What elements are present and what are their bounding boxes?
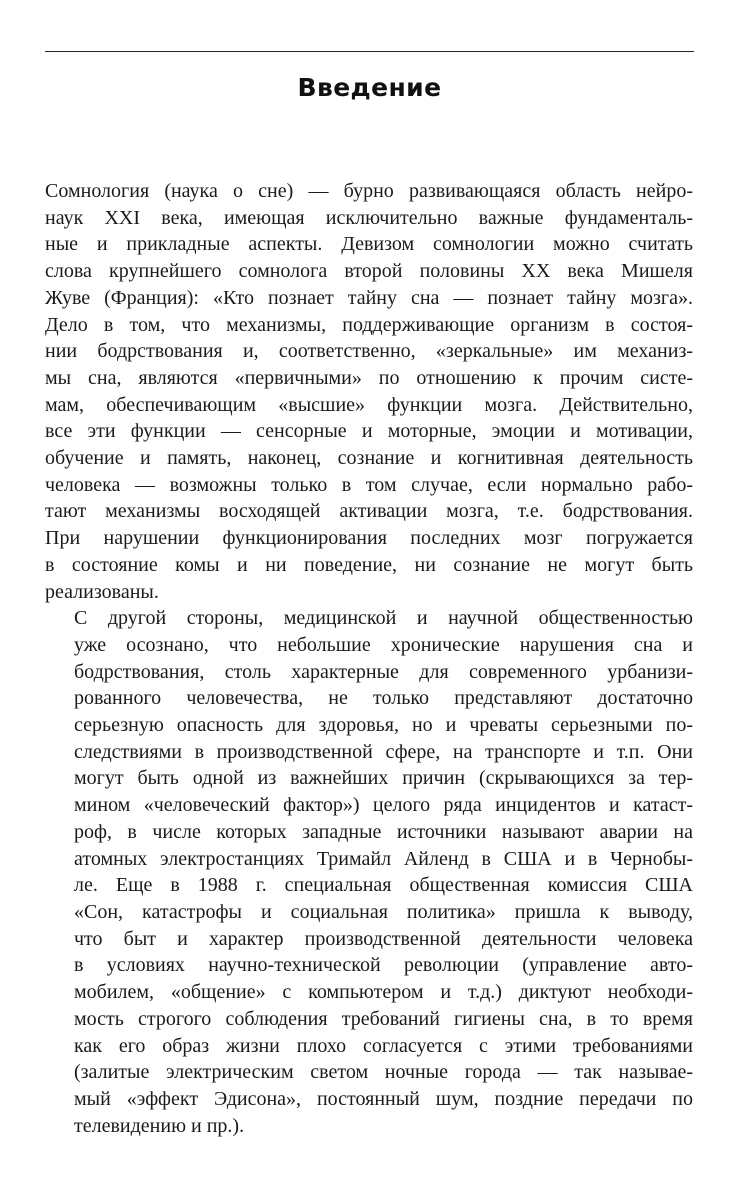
text-line: обучение и память, наконец, сознание и когнитивная деятельность: [45, 447, 693, 470]
text-line: мином «человеческий фактор») целого ряда инцидентов и катаст-: [74, 794, 693, 817]
text-line: Сомнология (наука о сне) — бурно развивающаяся область нейро-: [45, 180, 693, 202]
text-line: могут быть одной из важнейших причин (скрывающихся за тер-: [74, 767, 693, 790]
paragraph: [45, 178, 693, 605]
text-line: С другой стороны, медицинской и научной общественностью: [74, 607, 693, 630]
text-line: в условиях научно-технической революции (управление авто-: [74, 954, 693, 977]
text-line: наук XXI века, имеющая исключительно важные фундаменталь-: [45, 206, 693, 229]
text-line: что быт и характер производственной деятельности человека: [74, 927, 693, 950]
text-line: как его образ жизни плохо согласуется с этими требованиями: [74, 1034, 693, 1057]
text-line: «Сон, катастрофы и социальная политика» пришла к выводу,: [74, 900, 693, 923]
text-line: ные и прикладные аспекты. Девизом сомнологии можно считать: [45, 233, 693, 256]
text-line: тают механизмы восходящей активации мозга, т.е. бодрствования.: [45, 500, 693, 523]
body-text: [45, 178, 693, 1139]
text-line: бодрствования, столь характерные для современного урбанизи-: [74, 660, 693, 683]
text-line: мам, обеспечивающим «высшие» функции мозга. Действительно,: [45, 393, 693, 416]
text-line: человека — возможны только в том случае, если нормально рабо-: [45, 473, 693, 496]
text-line: следствиями в производственной сфере, на транспорте и т.п. Они: [74, 740, 693, 763]
text-line: нии бодрствования и, соответственно, «зеркальные» им механиз-: [45, 340, 693, 363]
text-line: реализованы.: [45, 580, 159, 603]
text-line: мобилем, «общение» с компьютером и т.д.) диктуют необходи-: [74, 981, 693, 1004]
text-line: Дело в том, что механизмы, поддерживающие организм в состоя-: [45, 313, 693, 336]
text-line: мость строгого соблюдения требований гигиены сна, в то время: [74, 1007, 693, 1030]
header-rule: [45, 51, 694, 52]
text-line: слова крупнейшего сомнолога второй половины XX века Мишеля: [45, 260, 693, 283]
text-line: роф, в числе которых западные источники называют аварии на: [74, 820, 693, 843]
text-line: все эти функции — сенсорные и моторные, эмоции и мотивации,: [45, 420, 693, 443]
text-line: телевидению и пр.).: [74, 1114, 245, 1137]
text-line: уже осознано, что небольшие хронические нарушения сна и: [74, 633, 693, 656]
text-line: мый «эффект Эдисона», постоянный шум, поздние передачи по: [74, 1087, 693, 1110]
paragraph: [45, 605, 693, 1139]
text-line: рованного человечества, не только представляют достаточно: [74, 687, 693, 710]
chapter-heading: Введение: [297, 73, 442, 102]
text-line: серьезную опасность для здоровья, но и чреваты серьезными по-: [74, 714, 693, 737]
text-line: (залитые электрическим светом ночные города — так называе-: [74, 1061, 693, 1084]
text-line: атомных электростанциях Тримайл Айленд в США и в Чернобы-: [74, 847, 693, 870]
text-line: ле. Еще в 1988 г. специальная общественная комиссия США: [74, 874, 693, 897]
text-line: При нарушении функционирования последних мозг погружается: [45, 527, 693, 550]
text-line: Жуве (Франция): «Кто познает тайну сна — познает тайну мозга».: [45, 286, 693, 309]
text-line: в состояние комы и ни поведение, ни сознание не могут быть: [45, 553, 693, 576]
text-line: мы сна, являются «первичными» по отношению к прочим систе-: [45, 366, 693, 389]
